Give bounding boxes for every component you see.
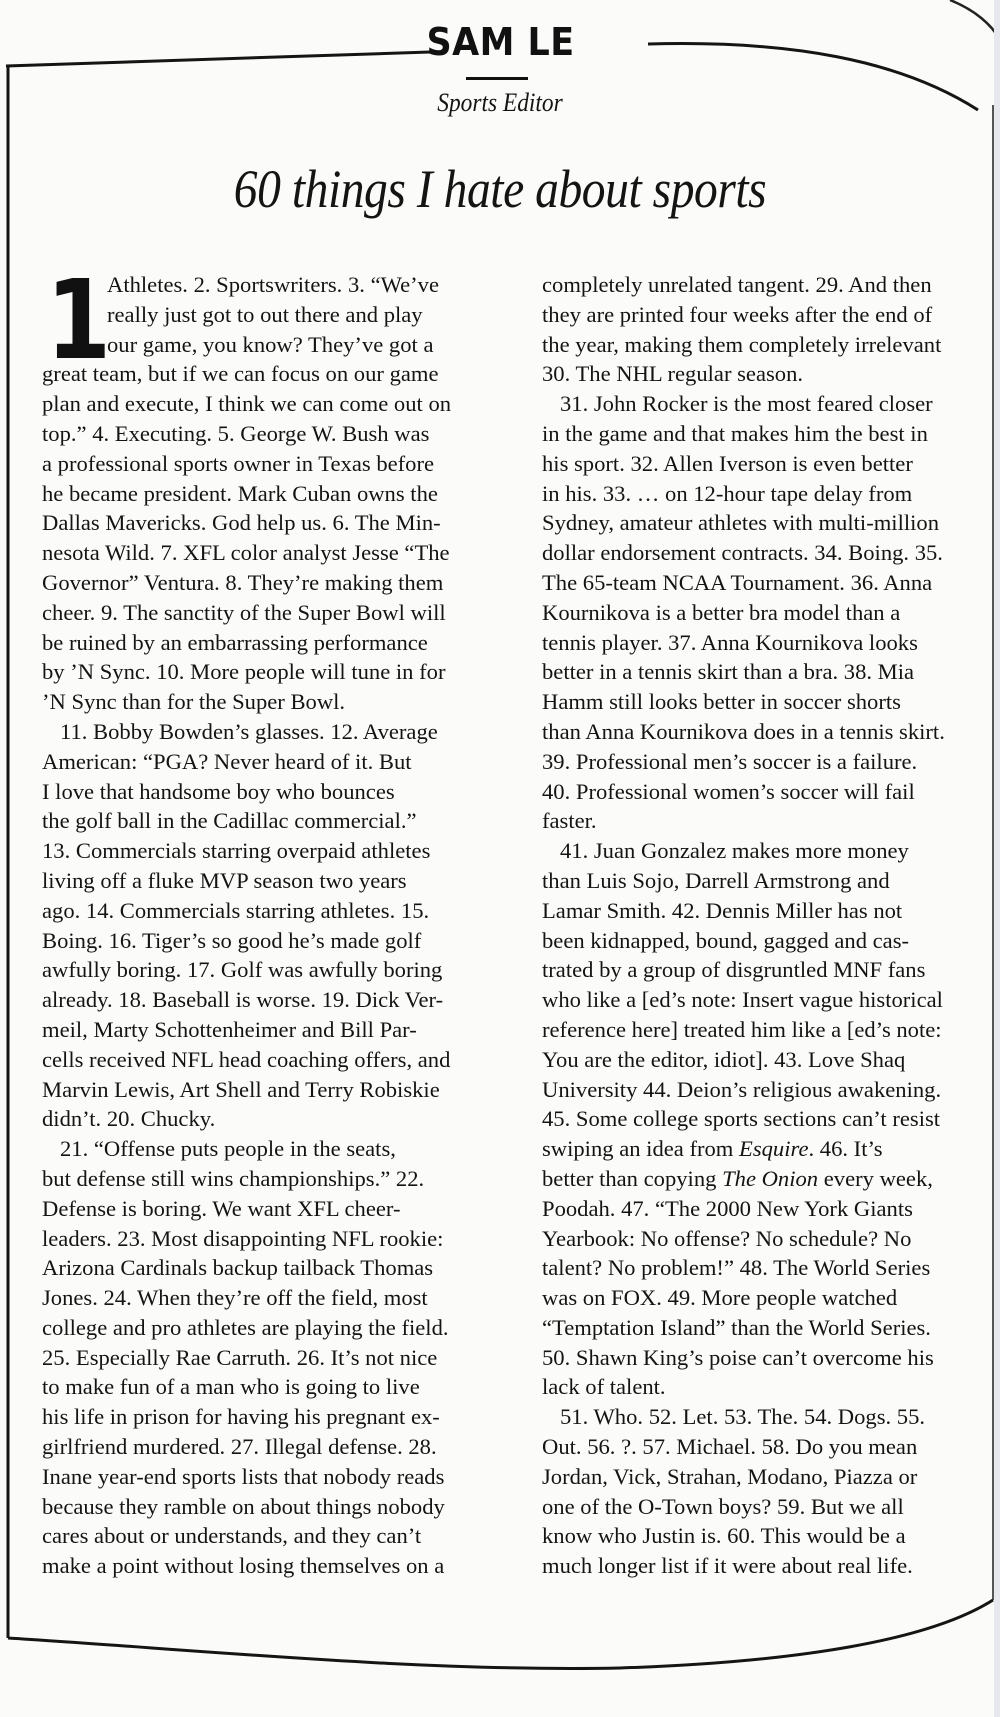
text-line: make a point without losing themselves on a xyxy=(42,1553,445,1579)
text-line: 21. “Offense puts people in the seats, xyxy=(60,1136,396,1162)
text-line: our game, you know? They’ve got a xyxy=(107,331,434,357)
text-line: than Anna Kournikova does in a tennis skirt. xyxy=(542,718,945,744)
text-line: Yearbook: No offense? No schedule? No xyxy=(542,1225,912,1251)
text-line: the golf ball in the Cadillac commercial.” xyxy=(42,808,417,834)
text-line: Kournikova is a better bra model than a xyxy=(542,599,901,625)
drop-cap: 1 xyxy=(46,256,112,384)
text-line: in the game and that makes him the best in xyxy=(542,420,928,446)
left-column xyxy=(42,256,512,1581)
text-line: cheer. 9. The sanctity of the Super Bowl will xyxy=(42,599,446,625)
text-segment: swiping an idea from xyxy=(542,1136,740,1162)
publication-name-the-onion: The Onion xyxy=(722,1165,819,1191)
text-line: been kidnapped, bound, gagged and cas- xyxy=(542,927,910,953)
author-underline xyxy=(466,77,528,80)
text-line: was on FOX. 49. More people watched xyxy=(542,1285,898,1311)
text-line: who like a [ed’s note: Insert vague historical xyxy=(542,987,943,1013)
text-line: Out. 56. ?. 57. Michael. 58. Do you mean xyxy=(542,1434,918,1460)
text-line: living off a fluke MVP season two years xyxy=(42,867,407,893)
publication-name-esquire: Esquire xyxy=(739,1136,809,1162)
text-line: Poodah. 47. “The 2000 New York Giants xyxy=(542,1195,913,1221)
text-line: awfully boring. 17. Golf was awfully boring xyxy=(42,957,443,983)
text-line: 50. Shawn King’s poise can’t overcome his xyxy=(542,1344,934,1370)
text-line: great team, but if we can focus on our game xyxy=(42,361,439,387)
text-line: girlfriend murdered. 27. Illegal defense. 28. xyxy=(42,1434,437,1460)
text-line: 25. Especially Rae Carruth. 26. It’s not nice xyxy=(42,1344,438,1370)
text-line: Lamar Smith. 42. Dennis Miller has not xyxy=(542,897,903,923)
headline: 60 things I hate about sports xyxy=(233,159,767,219)
text-line: to make fun of a man who is going to live xyxy=(42,1374,420,1400)
text-line: really just got to out there and play xyxy=(107,301,423,327)
text-line: a professional sports owner in Texas before xyxy=(42,450,435,476)
text-line: 11. Bobby Bowden’s glasses. 12. Average xyxy=(60,718,438,744)
text-line: know who Justin is. 60. This would be a xyxy=(542,1523,906,1549)
text-line: plan and execute, I think we can come out on xyxy=(42,391,452,417)
text-segment: every week, xyxy=(818,1165,933,1191)
text-line: faster. xyxy=(542,808,597,834)
text-line: because they ramble on about things nobody xyxy=(42,1493,445,1519)
right-column xyxy=(542,270,952,1581)
text-line: Governor” Ventura. 8. They’re making them xyxy=(42,569,444,595)
text-line: completely unrelated tangent. 29. And then xyxy=(542,272,932,297)
text-line: nesota Wild. 7. XFL color analyst Jesse “The xyxy=(42,540,450,566)
text-line: Jordan, Vick, Strahan, Modano, Piazza or xyxy=(542,1463,918,1489)
text-line: 45. Some college sports sections can’t resist xyxy=(542,1106,941,1132)
text-line: Hamm still looks better in soccer shorts xyxy=(542,689,901,715)
text-line: college and pro athletes are playing the field. xyxy=(42,1314,449,1340)
text-line: by ’N Sync. 10. More people will tune in for xyxy=(42,659,446,685)
text-line: Arizona Cardinals backup tailback Thomas xyxy=(42,1255,434,1281)
text-line: talent? No problem!” 48. The World Series xyxy=(542,1255,931,1281)
text-line: top.” 4. Executing. 5. George W. Bush was xyxy=(42,420,430,446)
author-name: SAM LE xyxy=(425,20,575,64)
text-line: much longer list if it were about real life. xyxy=(542,1553,913,1579)
text-line: his life in prison for having his pregnant ex- xyxy=(42,1404,440,1430)
text-line: leaders. 23. Most disappointing NFL rookie: xyxy=(42,1225,444,1251)
text-line: one of the O-Town boys? 59. But we all xyxy=(542,1493,904,1519)
text-line: The 65-team NCAA Tournament. 36. Anna xyxy=(542,569,933,595)
text-line: Defense is boring. We want XFL cheer- xyxy=(42,1195,401,1221)
text-line: dollar endorsement contracts. 34. Boing. 35. xyxy=(542,540,943,566)
text-line: Sydney, amateur athletes with multi-million xyxy=(542,510,939,536)
text-line: Marvin Lewis, Art Shell and Terry Robiskie xyxy=(42,1076,440,1102)
text-line: tennis player. 37. Anna Kournikova looks xyxy=(542,629,918,655)
text-line: Jones. 24. When they’re off the field, most xyxy=(42,1285,428,1311)
text-line: 41. Juan Gonzalez makes more money xyxy=(560,838,909,864)
text-line: be ruined by an embarrassing performance xyxy=(42,629,428,655)
text-line: he became president. Mark Cuban owns the xyxy=(42,480,438,506)
text-line: 51. Who. 52. Let. 53. The. 54. Dogs. 55. xyxy=(560,1404,926,1430)
text-line: Dallas Mavericks. God help us. 6. The Min- xyxy=(42,510,441,536)
text-line: “Temptation Island” than the World Series. xyxy=(542,1314,931,1340)
text-line: lack of talent. xyxy=(542,1374,666,1400)
text-line: American: “PGA? Never heard of it. But xyxy=(42,748,412,774)
text-line: cares about or understands, and they can’t xyxy=(42,1523,422,1549)
text-line: they are printed four weeks after the end of xyxy=(542,301,933,327)
text-line: Inane year-end sports lists that nobody reads xyxy=(42,1463,445,1489)
text-line: 39. Professional men’s soccer is a failure. xyxy=(542,748,918,774)
text-line: meil, Marty Schottenheimer and Bill Par- xyxy=(42,1016,417,1042)
text-line: already. 18. Baseball is worse. 19. Dick Ver- xyxy=(42,987,444,1013)
text-line-with-italic xyxy=(542,1134,952,1164)
text-line: 30. The NHL regular season. xyxy=(542,361,804,387)
text-line: than Luis Sojo, Darrell Armstrong and xyxy=(542,867,890,893)
text-line: but defense still wins championships.” 22. xyxy=(42,1165,425,1191)
byline xyxy=(0,20,1000,64)
text-line: Boing. 16. Tiger’s so good he’s made golf xyxy=(42,927,422,953)
text-segment: . 46. It’s xyxy=(808,1136,883,1162)
text-line: cells received NFL head coaching offers, and xyxy=(42,1046,451,1072)
author-role: Sports Editor xyxy=(437,88,563,117)
text-segment: better than copying xyxy=(542,1165,723,1191)
text-line: University 44. Deion’s religious awakening. xyxy=(542,1076,942,1102)
text-line-with-italic xyxy=(542,1164,952,1194)
text-line: his sport. 32. Allen Iverson is even better xyxy=(542,450,913,476)
text-line: ’N Sync than for the Super Bowl. xyxy=(42,689,346,715)
text-line: Athletes. 2. Sportswriters. 3. “We’ve xyxy=(107,272,439,297)
text-line: You are the editor, idiot]. 43. Love Shaq xyxy=(542,1046,906,1072)
text-line: 31. John Rocker is the most feared closer xyxy=(560,391,933,417)
text-line: 40. Professional women’s soccer will fail xyxy=(542,778,915,804)
text-line: better in a tennis skirt than a bra. 38. Mia xyxy=(542,659,915,685)
text-line: I love that handsome boy who bounces xyxy=(42,778,395,804)
text-line: didn’t. 20. Chucky. xyxy=(42,1106,216,1132)
text-line: reference here] treated him like a [ed’s note: xyxy=(542,1016,942,1042)
text-line: 13. Commercials starring overpaid athletes xyxy=(42,838,431,864)
text-line: the year, making them completely irrelevant xyxy=(542,331,942,357)
text-line: ago. 14. Commercials starring athletes. 15. xyxy=(42,897,430,923)
text-line: trated by a group of disgruntled MNF fans xyxy=(542,957,926,983)
text-line: in his. 33. … on 12-hour tape delay from xyxy=(542,480,913,506)
